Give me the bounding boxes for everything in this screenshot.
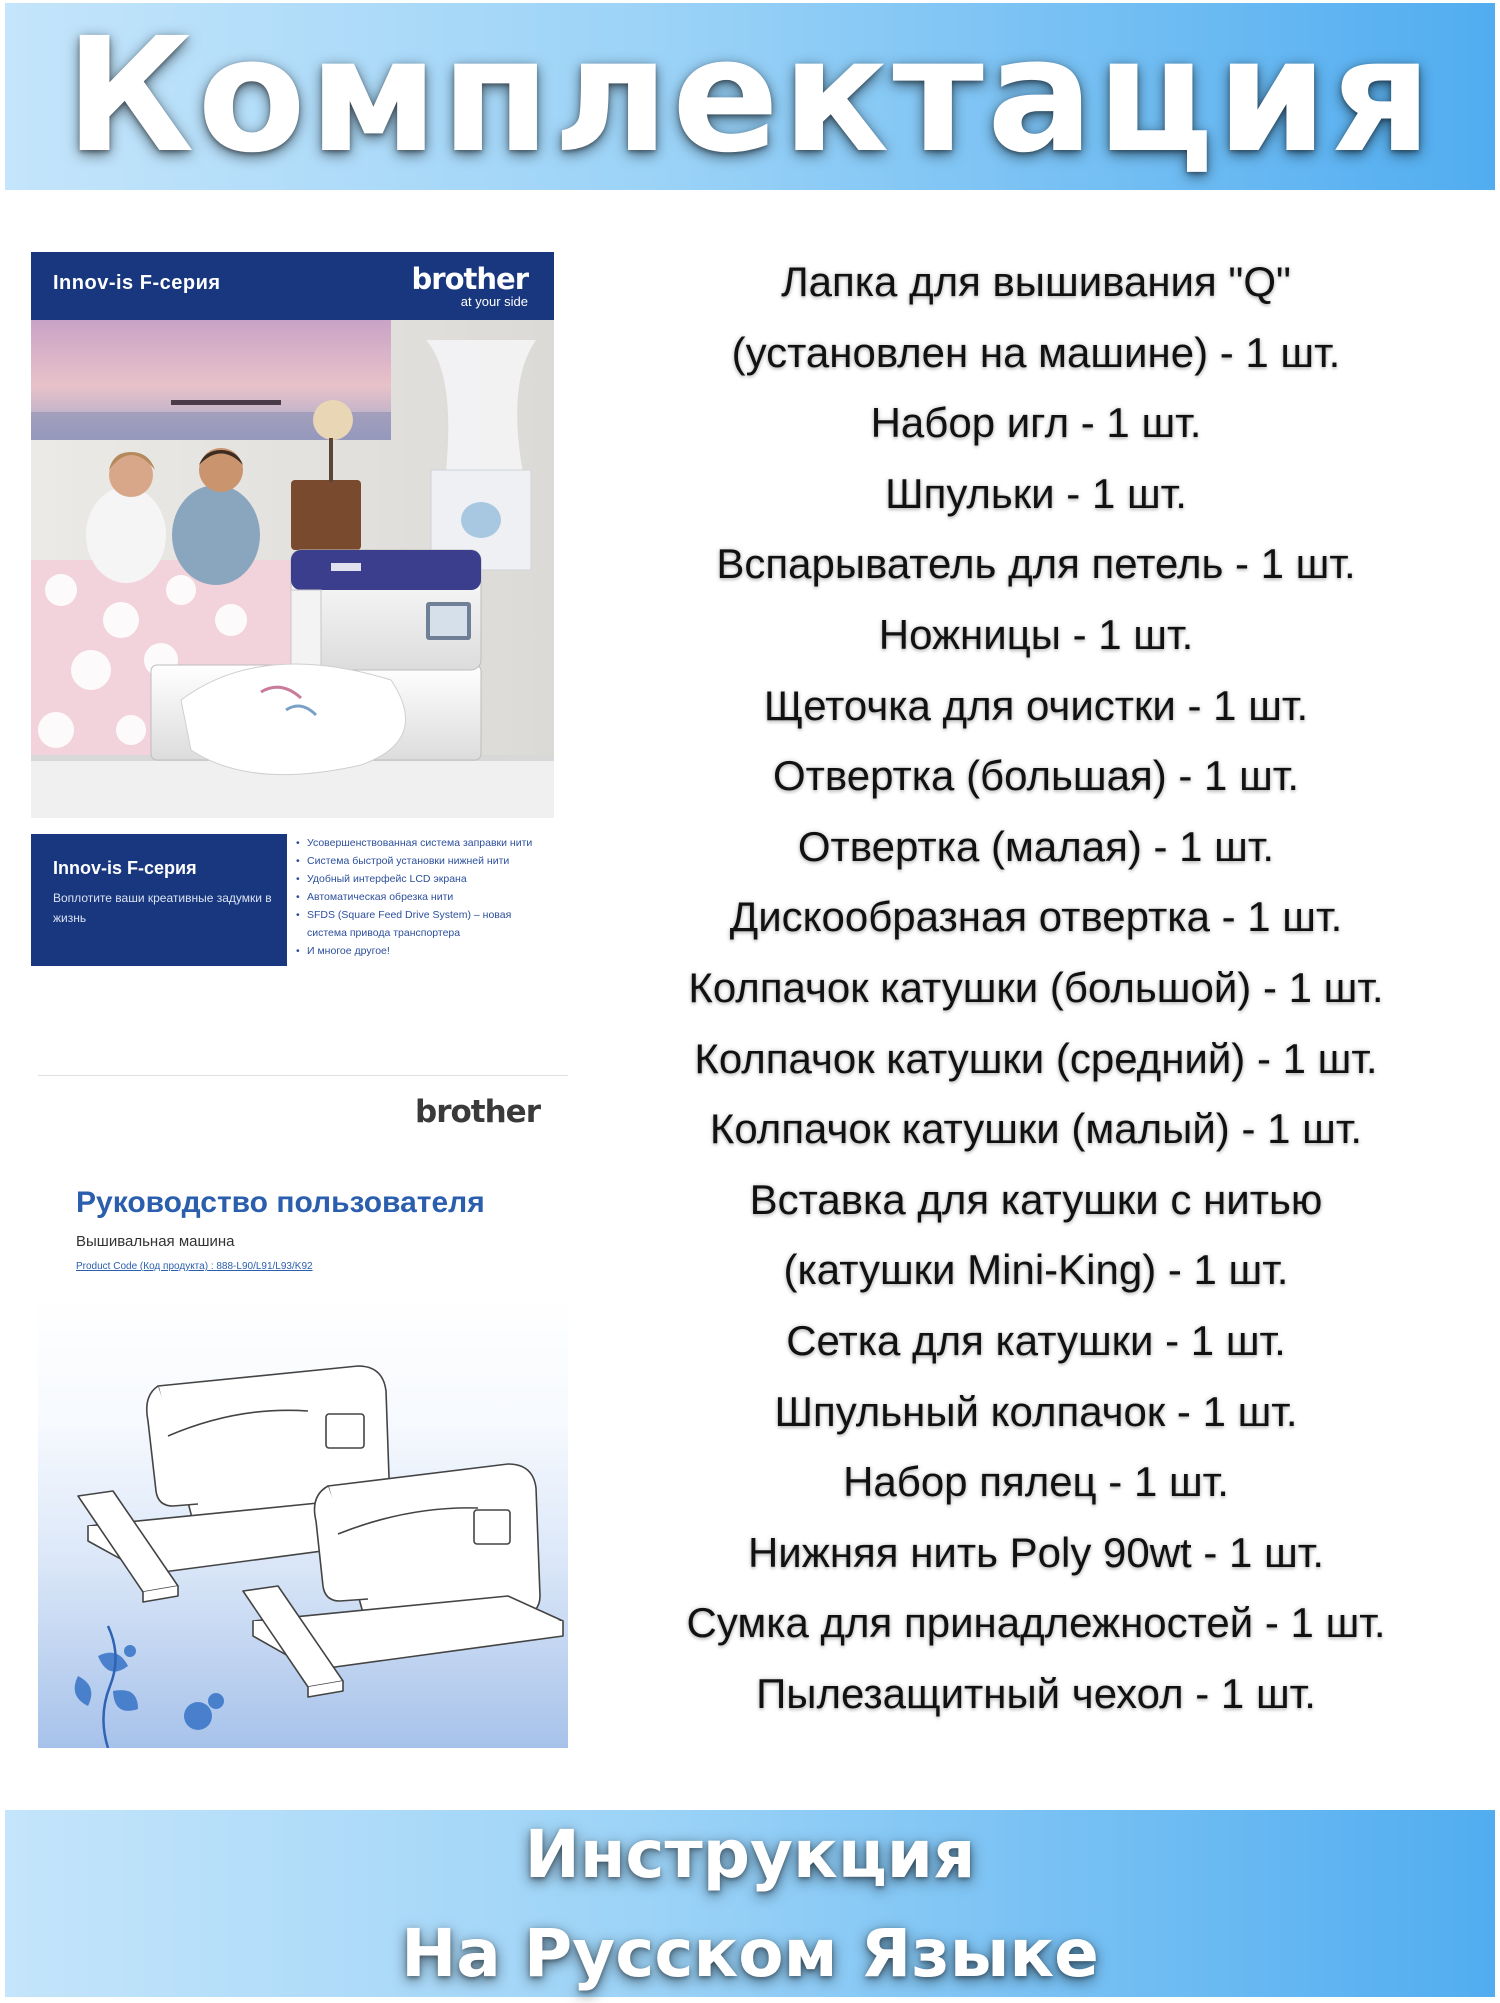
brochure-photo — [31, 320, 554, 818]
page-title: Комплектация — [65, 3, 1435, 188]
brochure-feature: • Автоматическая обрезка нити — [295, 888, 550, 906]
brother-tagline: at your side — [460, 294, 528, 309]
list-item: Колпачок катушки (малый) - 1 шт. — [709, 1105, 1363, 1153]
list-item: Щеточка для очистки - 1 шт. — [763, 681, 1309, 729]
brochure-blue-panel — [31, 834, 287, 966]
list-item: Сетка для катушки - 1 шт. — [786, 1316, 1286, 1364]
footer-line-1: Инструкция — [524, 1815, 976, 1893]
manual-product-code: Product Code (Код продукта) : 888-L90/L91/L93/K92 — [76, 1261, 313, 1272]
list-item: Дискообразная отвертка - 1 шт. — [729, 893, 1343, 941]
brochure-bottom-desc: Воплотите ваши креативные задумки в жизнь — [53, 891, 272, 925]
list-item: Колпачок катушки (средний) - 1 шт. — [694, 1034, 1378, 1082]
sewing-machine-illustration — [38, 1296, 568, 1748]
brochure-feature: • Система быстрой установки нижней нити — [295, 852, 550, 870]
list-item: Отвертка (большая) - 1 шт. — [772, 752, 1300, 800]
manual-title: Руководство пользователя — [76, 1186, 485, 1219]
list-item: Набор игл - 1 шт. — [870, 399, 1202, 447]
footer-line-2: На Русском Языке — [401, 1914, 1099, 1992]
brother-logo: brother — [411, 262, 528, 296]
brochure-feature: • Удобный интерфейс LCD экрана — [295, 870, 550, 888]
list-item: Вспарыватель для петель - 1 шт. — [716, 540, 1356, 588]
list-item: Колпачок катушки (большой) - 1 шт. — [688, 963, 1384, 1011]
brochure-bottom-series: Innov-is F-серия — [53, 858, 197, 878]
list-item: (установлен на машине) - 1 шт. — [731, 328, 1341, 376]
brochure-bottom — [31, 834, 554, 966]
brochure-series: Innov-is F-серия — [53, 272, 221, 294]
list-item: Отвертка (малая) - 1 шт. — [797, 822, 1275, 870]
brochure-header — [31, 252, 554, 320]
list-item: Лапка для вышивания "Q" — [781, 258, 1291, 305]
list-item: Шпульный колпачок - 1 шт. — [774, 1387, 1298, 1435]
list-item: Ножницы - 1 шт. — [878, 610, 1194, 658]
brochure-feature-list — [295, 834, 550, 960]
list-item: Шпульки - 1 шт. — [885, 469, 1187, 517]
header-banner — [5, 3, 1495, 190]
manual-subtitle: Вышивальная машина — [76, 1233, 235, 1250]
list-item: (катушки Mini-King) - 1 шт. — [783, 1246, 1289, 1294]
list-item: Нижняя нить Poly 90wt - 1 шт. — [747, 1528, 1325, 1576]
list-item: Набор пялец - 1 шт. — [843, 1458, 1229, 1506]
brochure-feature: • Усовершенствованная система заправки нити — [295, 834, 550, 852]
brochure-image — [31, 252, 554, 966]
package-contents-list — [585, 247, 1487, 1729]
brochure-feature: • SFDS (Square Feed Drive System) – новая система привода транспортера — [295, 906, 550, 942]
list-item: Вставка для катушки с нитью — [749, 1175, 1323, 1223]
manual-brother-logo: brother — [415, 1094, 540, 1130]
list-item: Пылезащитный чехол - 1 шт. — [756, 1669, 1316, 1717]
footer-banner — [5, 1810, 1495, 1997]
list-item: Сумка для принадлежностей - 1 шт. — [686, 1599, 1386, 1647]
brochure-feature: • И многое другое! — [295, 942, 550, 960]
manual-cover — [38, 1075, 568, 1748]
